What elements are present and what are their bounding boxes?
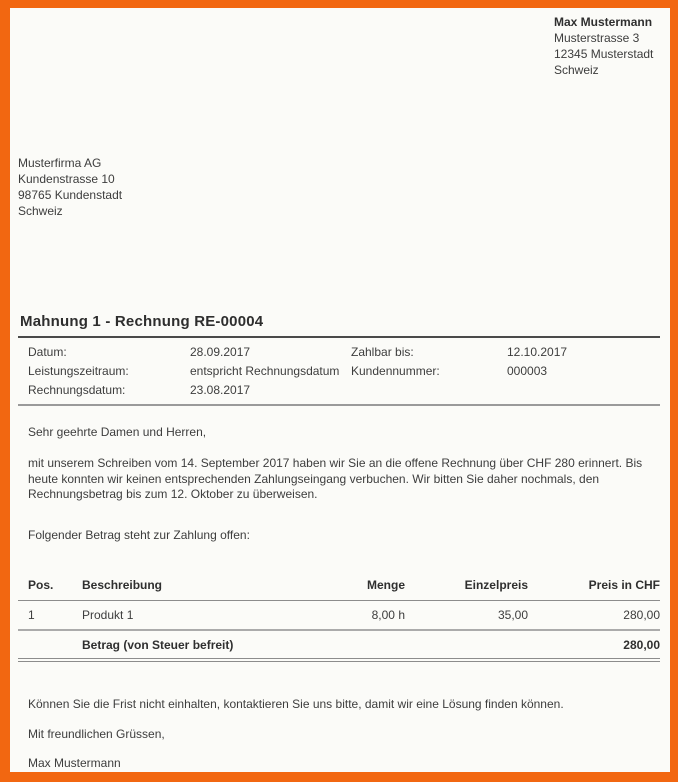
cell-einzelpreis: 35,00: [405, 600, 528, 630]
total-value: 280,00: [528, 630, 660, 660]
meta-label-zahlbar-bis: Zahlbar bis:: [351, 345, 414, 359]
meta-label-kundennummer: Kundennummer:: [351, 364, 440, 378]
cell-menge: 8,00 h: [341, 600, 405, 630]
table-header-row: [18, 570, 660, 600]
recipient-street: Kundenstrasse 10: [18, 172, 115, 186]
amount-intro: Folgender Betrag steht zur Zahlung offen:: [28, 528, 250, 542]
letter-title: Mahnung 1 - Rechnung RE-00004: [20, 313, 264, 330]
regards-line: Mit freundlichen Grüssen,: [28, 727, 165, 741]
header-einzelpreis: Einzelpreis: [405, 570, 528, 600]
header-beschreibung: Beschreibung: [82, 570, 341, 600]
meta-rule: [18, 404, 660, 406]
header-menge: Menge: [341, 570, 405, 600]
signature-name: Max Mustermann: [28, 756, 121, 770]
meta-label-rechnungsdatum: Rechnungsdatum:: [28, 383, 126, 397]
header-preis-in-chf: Preis in CHF: [528, 570, 660, 600]
total-label: Betrag (von Steuer befreit): [82, 630, 341, 660]
meta-label-datum: Datum:: [28, 345, 67, 359]
closing-note: Können Sie die Frist nicht einhalten, kontaktieren Sie uns bitte, damit wir eine Lösung finden können.: [28, 697, 564, 711]
meta-value-leistungszeitraum: entspricht Rechnungsdatum: [190, 364, 340, 378]
recipient-address-block: [18, 155, 122, 219]
recipient-company: Musterfirma AG: [18, 156, 102, 170]
meta-label-leistungszeitraum: Leistungszeitraum:: [28, 364, 129, 378]
table-row: [18, 600, 660, 630]
total-spacer: [18, 630, 82, 660]
body-paragraph: mit unserem Schreiben vom 14. September 2017 haben wir Sie an die offene Rechnung über CHF 280 erinnert. Bis heute konnten wir keinen entsprechenden Zahlungseingang verbuchen. Wir bitten Sie daher nochmals, den Rechnungsbetrag bis zum 12. Oktober zu überweisen.: [28, 456, 643, 501]
table-total-row: [18, 630, 660, 660]
header-pos: Pos.: [18, 570, 82, 600]
cell-beschreibung: Produkt 1: [82, 600, 341, 630]
total-spacer: [405, 630, 528, 660]
meta-value-rechnungsdatum: 23.08.2017: [190, 383, 251, 397]
recipient-country: Schweiz: [18, 204, 63, 218]
salutation: Sehr geehrte Damen und Herren,: [28, 425, 207, 439]
meta-value-datum: 28.09.2017: [190, 345, 251, 359]
total-spacer: [341, 630, 405, 660]
meta-value-zahlbar-bis: 12.10.2017: [507, 345, 568, 359]
cell-preis: 280,00: [528, 600, 660, 630]
items-table: [18, 570, 660, 662]
sender-street: Musterstrasse 3: [554, 31, 640, 45]
recipient-city: 98765 Kundenstadt: [18, 188, 123, 202]
sender-name: Max Mustermann: [554, 15, 653, 29]
sender-address-block: [554, 14, 653, 78]
meta-value-kundennummer: 000003: [507, 364, 548, 378]
cell-pos: 1: [18, 600, 82, 630]
sender-city: 12345 Musterstadt: [554, 47, 654, 61]
title-rule: [18, 336, 660, 338]
sender-country: Schweiz: [554, 63, 599, 77]
